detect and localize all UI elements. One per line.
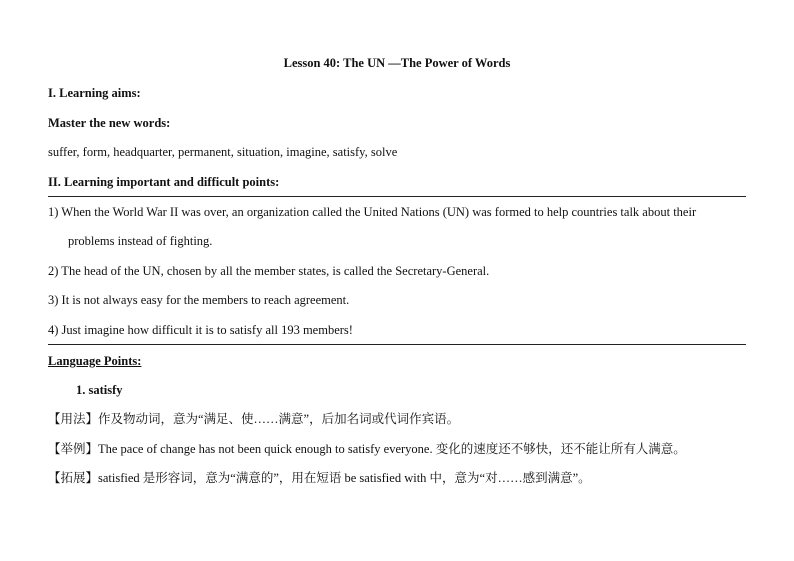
section-divider (48, 344, 746, 345)
section-divider (48, 196, 746, 197)
language-point-title: 1. satisfy (76, 383, 123, 397)
example-note: 【举例】The pace of change has not been quick enough to satisfy everyone. 变化的速度还不够快，还不能让所有人满意。 (48, 442, 686, 456)
extension-note: 【拓展】satisfied 是形容词，意为“满意的”，用在短语 be satisfied with 中，意为“对……感到满意”。 (48, 471, 591, 485)
point-item: 1) When the World War II was over, an organization called the United Nations (UN) was formed to help countries talk about their (48, 205, 697, 219)
point-item: 4) Just imagine how difficult it is to satisfy all 193 members! (48, 323, 353, 337)
point-item-continuation: problems instead of fighting. (68, 234, 213, 248)
new-words-list: suffer, form, headquarter, permanent, situation, imagine, satisfy, solve (48, 145, 398, 159)
learning-aims-heading: I. Learning aims: (48, 86, 141, 100)
important-points-heading: II. Learning important and difficult points: (48, 175, 280, 189)
point-item: 2) The head of the UN, chosen by all the member states, is called the Secretary-General. (48, 264, 490, 278)
language-points-heading: Language Points: (48, 354, 142, 368)
lesson-title: Lesson 40: The UN —The Power of Words (283, 56, 511, 70)
point-item: 3) It is not always easy for the members to reach agreement. (48, 293, 350, 307)
usage-note: 【用法】作及物动词，意为“满足、使……满意”，后加名词或代词作宾语。 (48, 412, 460, 426)
new-words-heading: Master the new words: (48, 116, 171, 130)
